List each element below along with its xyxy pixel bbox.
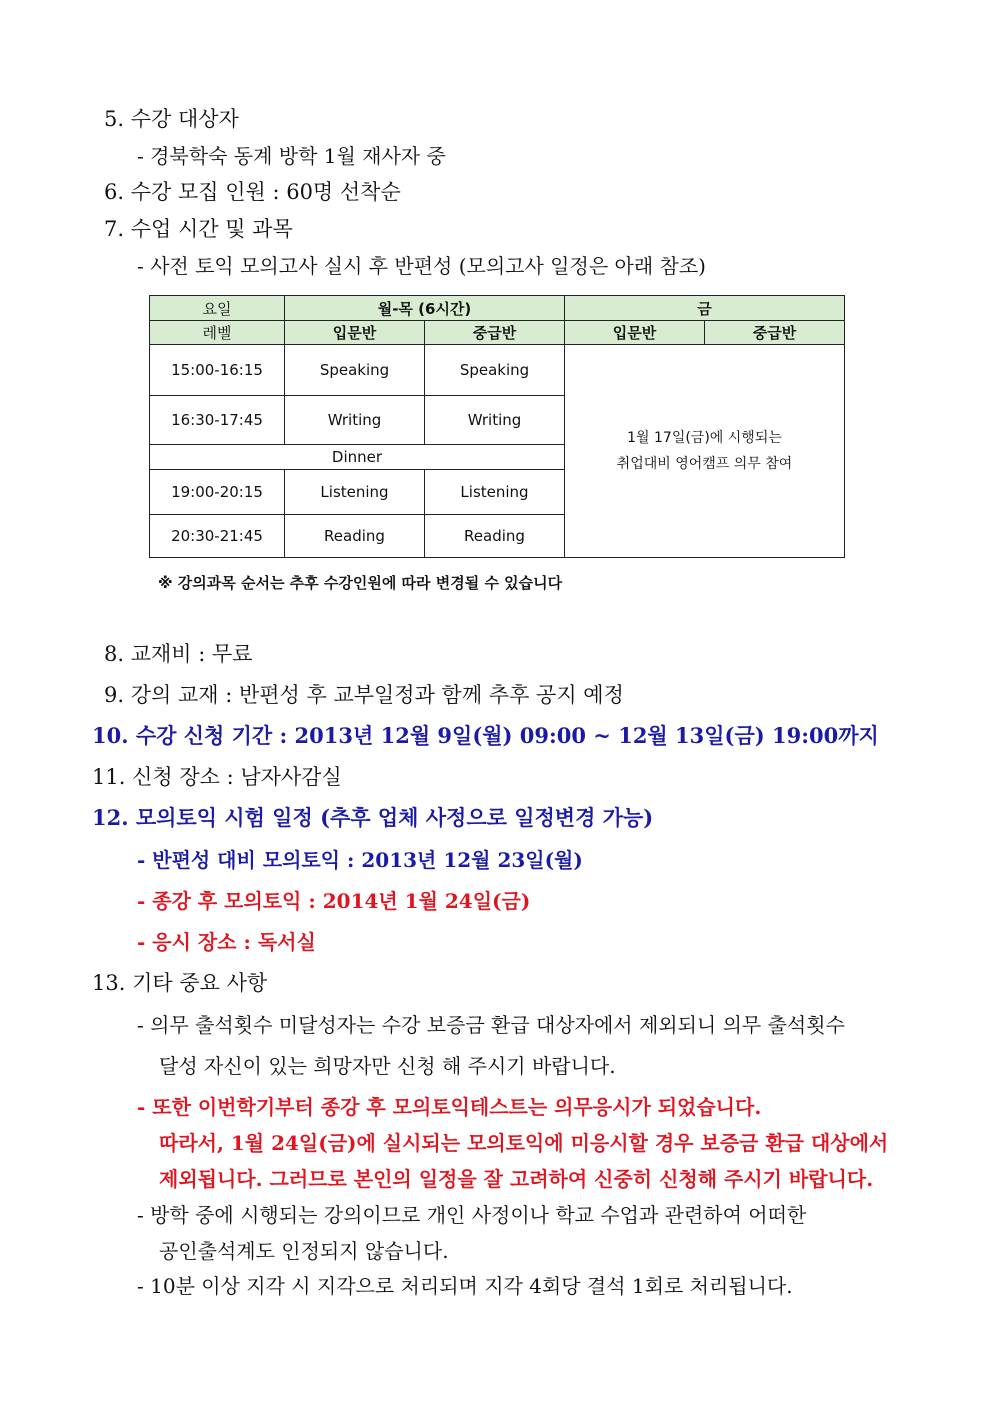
item-12-sub-3: - 응시 장소 : 독서실 — [137, 930, 316, 954]
friday-camp-cell — [565, 344, 845, 557]
schedule-note: ※ 강의과목 순서는 추후 수강인원에 따라 변경될 수 있습니다 — [158, 574, 563, 592]
intro-subject-cell: Reading — [285, 515, 425, 558]
item-12-sub-2: - 종강 후 모의토익 : 2014년 1월 24일(금) — [137, 889, 531, 913]
header-intro-fri: 입문반 — [565, 321, 705, 344]
schedule-table — [149, 295, 845, 558]
item-13-c-line-1: - 방학 중에 시행되는 강의이므로 개인 사정이나 학교 수업과 관련하여 어떠한 — [137, 1203, 807, 1227]
header-level: 레벨 — [150, 321, 285, 344]
item-13-d-line-1: - 10분 이상 지각 시 지각으로 처리되며 지각 4회당 결석 1회로 처리됩니다. — [137, 1274, 793, 1298]
item-8: 8. 교재비 : 무료 — [104, 642, 253, 666]
camp-line-1: 1월 17일(금)에 시행되는 — [627, 429, 782, 446]
table-row — [150, 344, 845, 395]
item-13-b-line-2: 따라서, 1월 24일(금)에 실시되는 모의토익에 미응시할 경우 보증금 환급 대상에서 — [159, 1131, 889, 1155]
item-13-b-line-3: 제외됩니다. 그러므로 본인의 일정을 잘 고려하여 신중히 신청해 주시기 바랍니다. — [159, 1167, 874, 1191]
dinner-cell: Dinner — [150, 444, 565, 469]
time-cell: 19:00-20:15 — [150, 470, 285, 515]
item-13-a-line-1: - 의무 출석횟수 미달성자는 수강 보증금 환급 대상자에서 제외되니 의무 출석횟수 — [137, 1013, 845, 1037]
mid-subject-cell: Speaking — [425, 344, 565, 395]
header-mid-fri: 중급반 — [705, 321, 845, 344]
item-12: 12. 모의토익 시험 일정 (추후 업체 사정으로 일정변경 가능) — [92, 805, 654, 830]
mid-subject-cell: Writing — [425, 395, 565, 444]
item-9: 9. 강의 교재 : 반편성 후 교부일정과 함께 추후 공지 예정 — [104, 683, 624, 707]
intro-subject-cell: Speaking — [285, 344, 425, 395]
time-cell: 20:30-21:45 — [150, 515, 285, 558]
item-12-sub-1: - 반편성 대비 모의토익 : 2013년 12월 23일(월) — [137, 848, 583, 872]
header-day: 요일 — [150, 296, 285, 321]
mid-subject-cell: Reading — [425, 515, 565, 558]
time-cell: 16:30-17:45 — [150, 395, 285, 444]
header-mon-thu: 월-목 (6시간) — [285, 296, 565, 321]
intro-subject-cell: Listening — [285, 470, 425, 515]
header-fri: 금 — [565, 296, 845, 321]
item-7-sub: - 사전 토익 모의고사 실시 후 반편성 (모의고사 일정은 아래 참조) — [137, 254, 706, 278]
header-mid-mon-thu: 중급반 — [425, 321, 565, 344]
item-7: 7. 수업 시간 및 과목 — [104, 217, 293, 241]
item-11: 11. 신청 장소 : 남자사감실 — [92, 765, 342, 789]
item-13-b-line-1: - 또한 이번학기부터 종강 후 모의토익테스트는 의무응시가 되었습니다. — [137, 1095, 762, 1119]
item-13-a-line-2: 달성 자신이 있는 희망자만 신청 해 주시기 바랍니다. — [159, 1054, 616, 1078]
item-10: 10. 수강 신청 기간 : 2013년 12월 9일(월) 09:00 ~ 12월 13일(금) 19:00까지 — [92, 723, 879, 748]
intro-subject-cell: Writing — [285, 395, 425, 444]
header-intro-mon-thu: 입문반 — [285, 321, 425, 344]
item-5: 5. 수강 대상자 — [104, 107, 239, 131]
item-5-sub: - 경북학숙 동계 방학 1월 재사자 중 — [137, 144, 446, 168]
time-cell: 15:00-16:15 — [150, 344, 285, 395]
mid-subject-cell: Listening — [425, 470, 565, 515]
camp-line-2: 취업대비 영어캠프 의무 참여 — [616, 455, 793, 472]
item-13-c-line-2: 공인출석계도 인정되지 않습니다. — [159, 1239, 449, 1263]
item-6: 6. 수강 모집 인원 : 60명 선착순 — [104, 180, 401, 204]
item-13: 13. 기타 중요 사항 — [92, 971, 268, 995]
